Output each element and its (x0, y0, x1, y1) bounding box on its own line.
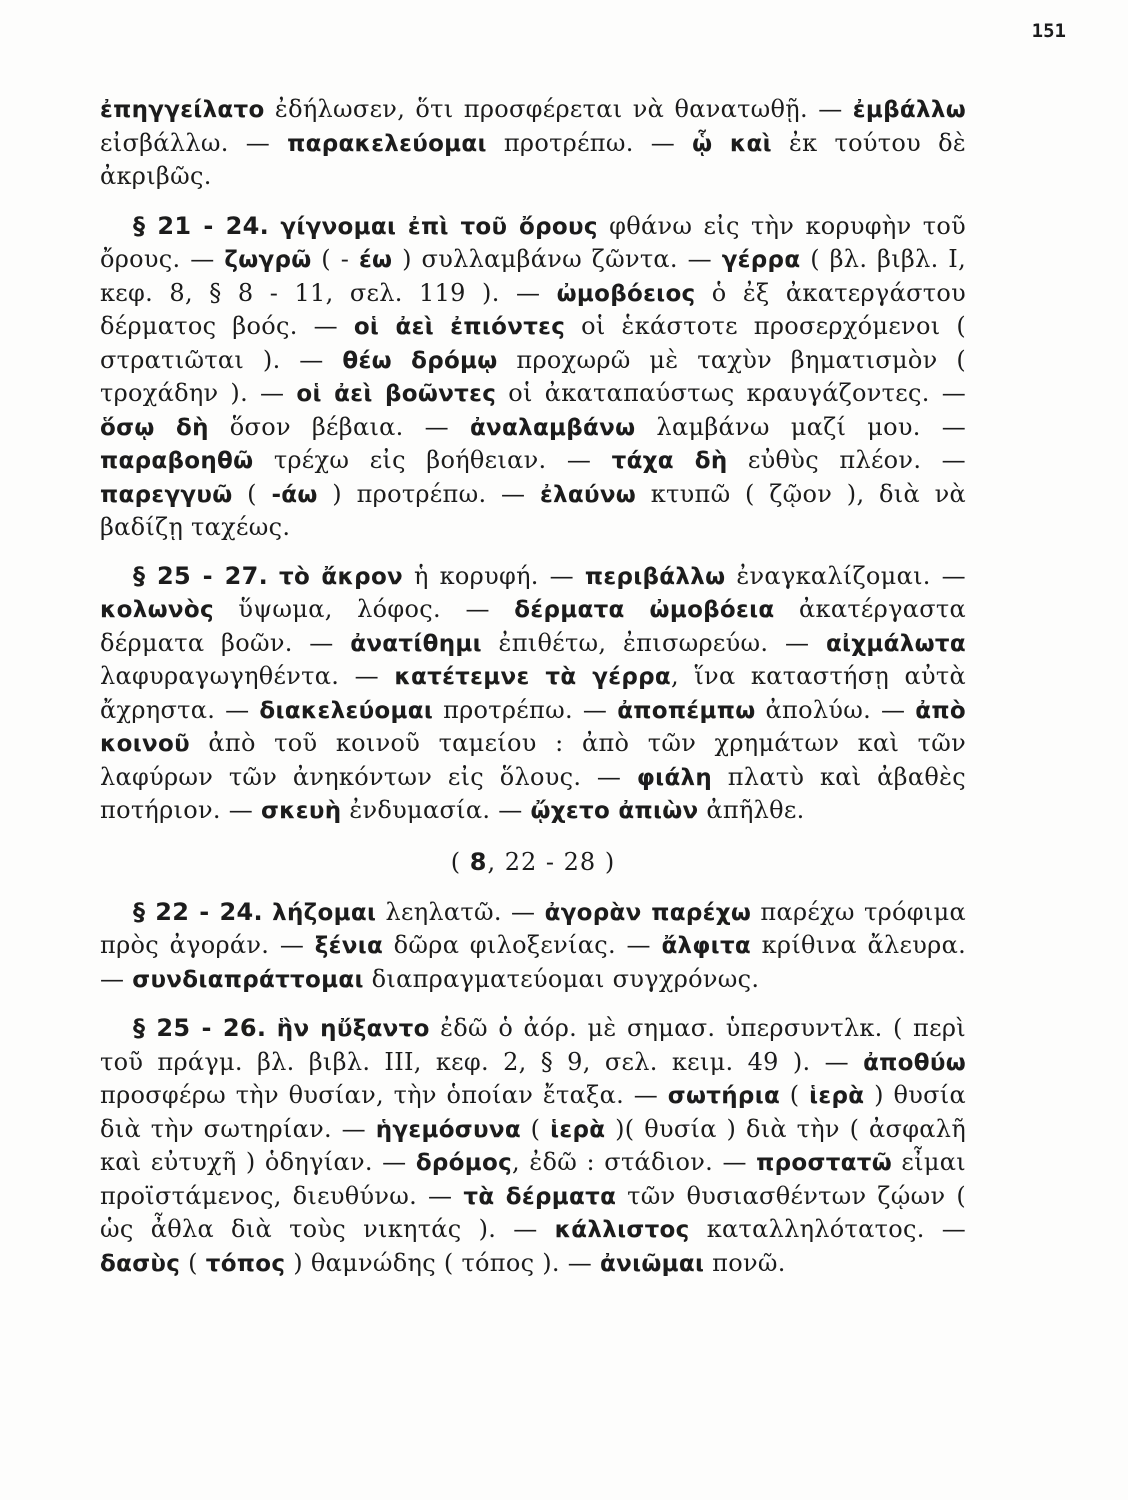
gloss-term: ὅσῳ δὴ (100, 414, 209, 441)
gloss-term: έω (358, 247, 393, 273)
gloss-definition: λεηλατῶ. — (376, 897, 545, 926)
gloss-term: περιβάλλω (584, 563, 726, 590)
gloss-term: ἀνατίθημι (350, 630, 482, 657)
gloss-definition: προχωρῶ μὲ ταχὺν βηματισμὸν ( τροχάδην ). — (100, 345, 966, 407)
gloss-definition: εὐθὺς πλέον. — (727, 446, 966, 474)
page-number: 151 (1031, 20, 1066, 42)
gloss-paragraph (100, 93, 966, 193)
gloss-term: τὸ ἄκρον (279, 563, 404, 590)
gloss-definition: οἱ ἑκάστοτε προσερχόμενοι ( στρατιῶται ). — (100, 312, 967, 374)
gloss-term: ἄλφιτα (661, 933, 752, 959)
gloss-term: παρακελεύομαι (287, 130, 487, 157)
gloss-term: παρεγγυῶ (100, 481, 233, 508)
gloss-paragraph (100, 896, 966, 997)
gloss-definition: εἶμαι προϊστάμενος, διευθύνω. — (100, 1148, 966, 1210)
gloss-definition: οἱ ἀκαταπαύστως κραυγάζοντες. — (496, 379, 966, 407)
gloss-term: ξένια (314, 933, 384, 959)
gloss-term: ἀγορὰν παρέχω (544, 899, 752, 926)
gloss-paragraph (100, 210, 966, 544)
gloss-definition: ( (180, 1248, 206, 1277)
gloss-definition: εἰσβάλλω. — (100, 128, 288, 157)
gloss-term: ἀποπέμπω (617, 697, 756, 724)
gloss-definition: ( βλ. βιβλ. I, κεφ. 8, § 8 - 11, σελ. 119 ). — (100, 245, 967, 307)
gloss-paragraph (100, 1012, 966, 1280)
gloss-definition: ἐδήλωσεν, ὅτι προσφέρεται νὰ θανατωθῇ. — (264, 95, 853, 123)
gloss-definition: ὁ ἐξ ἀκατεργάστου δέρματος βοός. — (100, 278, 966, 340)
gloss-term: κατέτεμνε τὰ γέρρα (394, 664, 671, 690)
gloss-definition: ἀπὸ τοῦ κοινοῦ ταμείου : ἀπὸ τῶν χρημάτων καὶ τῶν λαφύρων τῶν ἀνηκόντων εἰς ὅλους. — (100, 729, 966, 791)
gloss-definition: ) συλλαμβάνω ζῶντα. — (392, 245, 722, 273)
gloss-term: διακελεύομαι (259, 697, 434, 724)
gloss-term: θέω δρόμῳ (342, 347, 498, 374)
gloss-definition: ) θυσία διὰ τὴν σωτηρίαν. — (100, 1081, 966, 1143)
gloss-term: ἐλαύνω (539, 481, 637, 508)
gloss-definition: προτρέπω. — (486, 128, 693, 157)
gloss-definition: διαπραγματεύομαι συγχρόνως. (363, 964, 760, 993)
heading-range: , 22 - 28 ) (487, 847, 616, 876)
gloss-term: παραβοηθῶ (100, 448, 254, 474)
gloss-definition: )( θυσία ) διὰ τὴν ( ἀσφαλῆ καὶ εὐτυχῆ ) ὁδηγίαν. — (100, 1114, 966, 1176)
gloss-definition: ἀκατέργαστα δέρματα βοῶν. — (100, 595, 966, 657)
gloss-term: ἡγεμόσυνα (375, 1116, 521, 1143)
gloss-term: ἐμβάλλω (852, 97, 966, 123)
gloss-definition: πλατὺ καὶ ἀβαθὲς ποτήριον. — (100, 762, 966, 824)
gloss-term: ἐπηγγείλατο (100, 97, 265, 123)
gloss-definition: ἐναγκαλίζομαι. — (725, 561, 966, 590)
heading-chapter-number: 8 (469, 847, 488, 876)
gloss-definition: ἐκ τούτου δὲ ἀκριβῶς. (100, 128, 966, 190)
gloss-definition: προσφέρω τὴν θυσίαν, τὴν ὁποίαν ἔταξα. — (100, 1081, 668, 1109)
gloss-term: ἀνιῶμαι (600, 1250, 705, 1277)
gloss-term: τόπος (205, 1250, 286, 1277)
gloss-definition: ( (780, 1081, 810, 1109)
gloss-definition: , ἐδῶ : στάδιον. — (512, 1148, 757, 1176)
gloss-term: λήζομαι (272, 899, 377, 926)
gloss-term: τὰ δέρματα (463, 1183, 617, 1210)
gloss-definition: κτυπῶ ( ζῷον ), διὰ νὰ βαδίζῃ ταχέως. (100, 479, 966, 541)
section-reference: § 25 - 26. (133, 1014, 267, 1042)
gloss-term: οἱ ἀεὶ βοῶντες (296, 381, 497, 407)
gloss-term: συνδιαπράττομαι (132, 966, 364, 993)
gloss-definition: δῶρα φιλοξενίας. — (383, 931, 662, 959)
gloss-term: ὠμοβόειος (556, 280, 696, 307)
gloss-term: ᾧ καὶ (692, 130, 772, 157)
gloss-definition: ὅσον βέβαια. — (208, 412, 470, 441)
gloss-definition: ἡ κορυφή. — (403, 561, 585, 590)
gloss-definition: ) προτρέπω. — (317, 479, 540, 508)
gloss-term: δασὺς (100, 1250, 181, 1277)
gloss-term: σκευὴ (260, 798, 342, 824)
gloss-definition: ἐνδυμασία. — (341, 796, 531, 824)
gloss-term: προστατῶ (756, 1150, 893, 1176)
gloss-term: ἱερὰ (550, 1116, 606, 1143)
gloss-term: κάλλιστος (554, 1217, 690, 1243)
gloss-term: -άω (271, 481, 318, 508)
gloss-definition: ( (232, 479, 272, 508)
gloss-term: δρόμος (415, 1150, 513, 1176)
gloss-term: ἀποθύω (863, 1049, 966, 1076)
gloss-term: ἀπὸ κοινοῦ (100, 697, 966, 757)
gloss-term: κολωνὸς (100, 597, 214, 623)
chapter-heading (100, 845, 966, 879)
gloss-definition: τρέχω εἰς βοήθειαν. — (253, 446, 612, 474)
gloss-definition: ( (520, 1114, 551, 1143)
gloss-term: γέρρα (721, 247, 801, 273)
gloss-term: σωτήρια (667, 1083, 781, 1109)
gloss-definition: ) θαμνώδης ( τόπος ). — (285, 1248, 601, 1277)
gloss-definition: πονῶ. (704, 1248, 786, 1277)
gloss-term: ᾤχετο ἀπιὼν (530, 798, 699, 824)
gloss-definition: , ἵνα καταστήσῃ αὐτὰ ἄχρηστα. — (100, 662, 967, 724)
gloss-definition: φθάνω εἰς τὴν κορυφὴν τοῦ ὄρους. — (100, 211, 966, 273)
gloss-definition: παρέχω τρόφιμα πρὸς ἀγοράν. — (100, 897, 967, 959)
gloss-term: τάχα δὴ (611, 448, 728, 474)
gloss-definition: ( - (311, 245, 359, 273)
gloss-definition: λαφυραγωγηθέντα. — (100, 662, 395, 690)
gloss-term: ἣν ηὔξαντο (276, 1016, 430, 1042)
gloss-definition: κρίθινα ἄλευρα. — (100, 931, 967, 993)
section-reference: § 22 - 24. (133, 897, 263, 926)
gloss-term: δέρματα ὠμοβόεια (514, 597, 775, 623)
gloss-term: ζωγρῶ (224, 247, 312, 273)
gloss-definition: προτρέπω. — (433, 695, 618, 724)
gloss-term: ἀναλαμβάνω (469, 414, 636, 441)
gloss-term: ἱερὰ (809, 1083, 865, 1109)
gloss-term: οἱ ἀεὶ ἐπιόντες (353, 314, 566, 340)
gloss-term: γίγνομαι ἐπὶ τοῦ ὄρους (280, 213, 598, 240)
gloss-definition: ὕψωμα, λόφος. — (213, 595, 515, 623)
gloss-term: φιάλη (636, 764, 713, 791)
section-reference: § 21 - 24. (133, 211, 270, 240)
gloss-definition: ἐδῶ ὁ ἀόρ. μὲ σημασ. ὑπερσυντλκ. ( περὶ τοῦ πράγμ. βλ. βιβλ. III, κεφ. 2, § 9, σελ. κειμ. 49 ). — (100, 1014, 966, 1076)
gloss-definition: ἐπιθέτω, ἐπισωρεύω. — (481, 628, 826, 657)
gloss-paragraph (100, 560, 966, 828)
gloss-definition: ἀπολύω. — (755, 695, 916, 724)
gloss-definition: τῶν θυσιασθέντων ζῴων ( ὡς ἆθλα διὰ τοὺς νικητάς ). — (100, 1181, 967, 1243)
gloss-definition: καταλληλότατος. — (689, 1215, 966, 1243)
gloss-definition: λαμβάνω μαζί μου. — (635, 412, 967, 441)
gloss-term: αἰχμάλωτα (825, 630, 966, 657)
glossary-text (100, 93, 966, 1280)
heading-open: ( (450, 847, 470, 876)
section-reference: § 25 - 27. (133, 561, 269, 590)
gloss-definition: ἀπῆλθε. (698, 796, 805, 824)
